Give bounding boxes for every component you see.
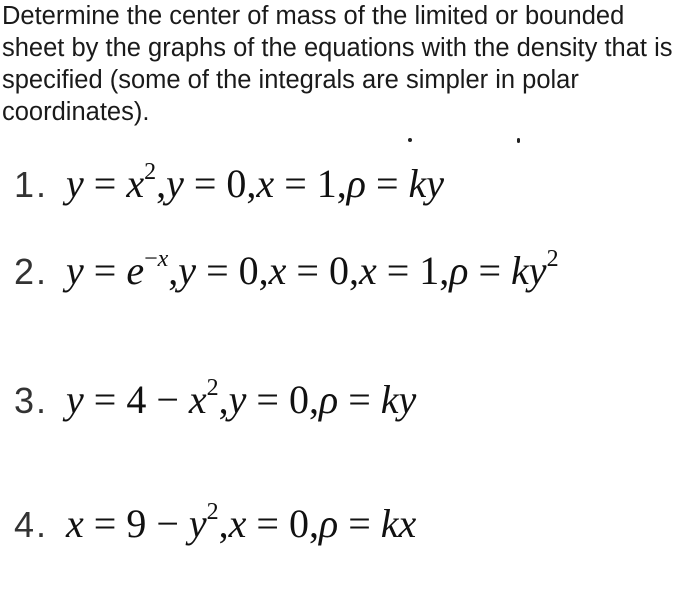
- problem-equation: $y = x^2,y = 0,x = 1,\rho$ = ky: [66, 159, 445, 206]
- problem-item-2: [14, 247, 559, 294]
- problem-number: 3.: [14, 380, 49, 421]
- problem-equation: $y = 4 - x^2,y = 0,\rho$ = ky: [66, 375, 417, 422]
- problem-equation: $y = e^{-x},y = 0,x = 0,x = 1,\rho = ky^2$: [66, 246, 559, 293]
- stray-mark: [408, 138, 412, 142]
- problem-statement: Determine the center of mass of the limited or bounded sheet by the graphs of the equations with the density that is specified (some of the integrals are simpler in polar coordinates).: [2, 2, 673, 126]
- problem-equation: $x = 9 - y^2,x = 0,\rho$ = kx: [66, 499, 417, 546]
- problem-number: 2.: [14, 251, 49, 292]
- problem-number: 4.: [14, 504, 49, 545]
- problem-item-4: [14, 500, 416, 547]
- problem-number: 1.: [14, 164, 49, 205]
- stray-mark: [517, 138, 520, 143]
- problem-item-1: [14, 160, 444, 207]
- problem-item-3: [14, 376, 416, 423]
